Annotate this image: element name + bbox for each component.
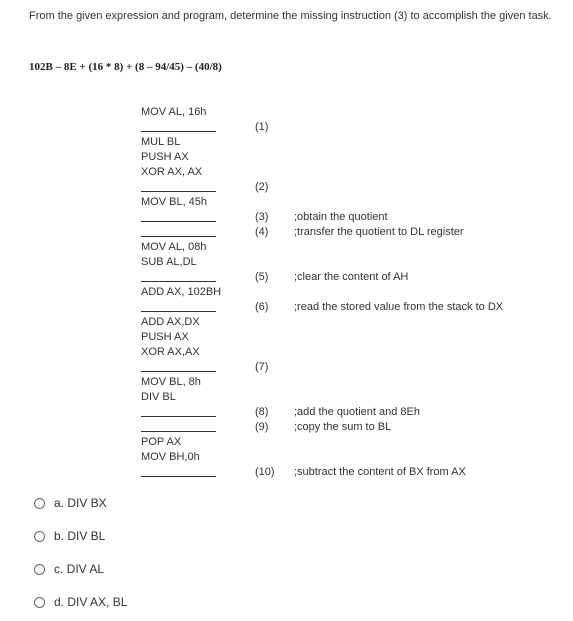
step-number: (2) — [255, 181, 269, 193]
option-b[interactable] — [34, 528, 105, 544]
instruction: XOR AX,AX — [141, 346, 200, 358]
blank-line-9 — [141, 431, 216, 432]
instruction: POP AX — [141, 436, 182, 448]
step-number: (3) — [255, 211, 269, 223]
blank-line-3 — [141, 221, 216, 222]
option-b-label[interactable]: b. DIV BL — [54, 529, 106, 543]
blank-line-1 — [141, 131, 216, 132]
option-a-label[interactable]: a. DIV BX — [54, 496, 107, 510]
instruction: MOV BL, 8h — [141, 376, 201, 388]
blank-line-8 — [141, 416, 216, 417]
step-number: (6) — [255, 301, 269, 313]
option-c[interactable] — [34, 561, 104, 577]
step-number: (9) — [255, 421, 269, 433]
step-number: (1) — [255, 121, 269, 133]
option-a[interactable] — [34, 495, 107, 511]
option-d-label[interactable]: d. DIV AX, BL — [54, 595, 128, 609]
option-c-label[interactable]: c. DIV AL — [54, 562, 105, 576]
instruction: PUSH AX — [141, 151, 189, 163]
radio-button-icon[interactable] — [34, 531, 45, 542]
blank-line-2 — [141, 191, 216, 192]
instruction: DIV BL — [141, 391, 176, 403]
expression: 102B – 8E + (16 * 8) + (8 – 94/45) – (40/8) — [29, 61, 222, 73]
step-number: (8) — [255, 406, 269, 418]
comment: ;obtain the quotient — [294, 211, 388, 223]
instruction: ADD AX, 102BH — [141, 286, 222, 298]
step-number: (10) — [255, 466, 275, 478]
comment: ;read the stored value from the stack to DX — [294, 301, 504, 313]
blank-line-10 — [141, 476, 216, 477]
radio-button-icon[interactable] — [34, 564, 45, 575]
instruction: MOV AL, 16h — [141, 106, 207, 118]
instruction: XOR AX, AX — [141, 166, 203, 178]
step-number: (7) — [255, 361, 269, 373]
comment: ;clear the content of AH — [294, 271, 409, 283]
radio-button-icon[interactable] — [34, 597, 45, 608]
blank-line-6 — [141, 311, 216, 312]
instruction: MOV BL, 45h — [141, 196, 208, 208]
question-text: From the given expression and program, determine the missing instruction (3) to accomplish the given task. — [29, 10, 552, 22]
step-number: (5) — [255, 271, 269, 283]
blank-line-4 — [141, 236, 216, 237]
comment: ;subtract the content of BX from AX — [294, 466, 466, 478]
instruction: MOV AL, 08h — [141, 241, 207, 253]
instruction: SUB AL,DL — [141, 256, 197, 268]
instruction: PUSH AX — [141, 331, 189, 343]
instruction: MOV BH,0h — [141, 451, 200, 463]
comment: ;copy the sum to BL — [294, 421, 392, 433]
radio-button-icon[interactable] — [34, 498, 45, 509]
option-d[interactable] — [34, 594, 127, 610]
instruction: ADD AX,DX — [141, 316, 200, 328]
blank-line-7 — [141, 371, 216, 372]
comment: ;transfer the quotient to DL register — [294, 226, 464, 238]
instruction: MUL BL — [141, 136, 181, 148]
blank-line-5 — [141, 281, 216, 282]
step-number: (4) — [255, 226, 269, 238]
comment: ;add the quotient and 8Eh — [294, 406, 420, 418]
